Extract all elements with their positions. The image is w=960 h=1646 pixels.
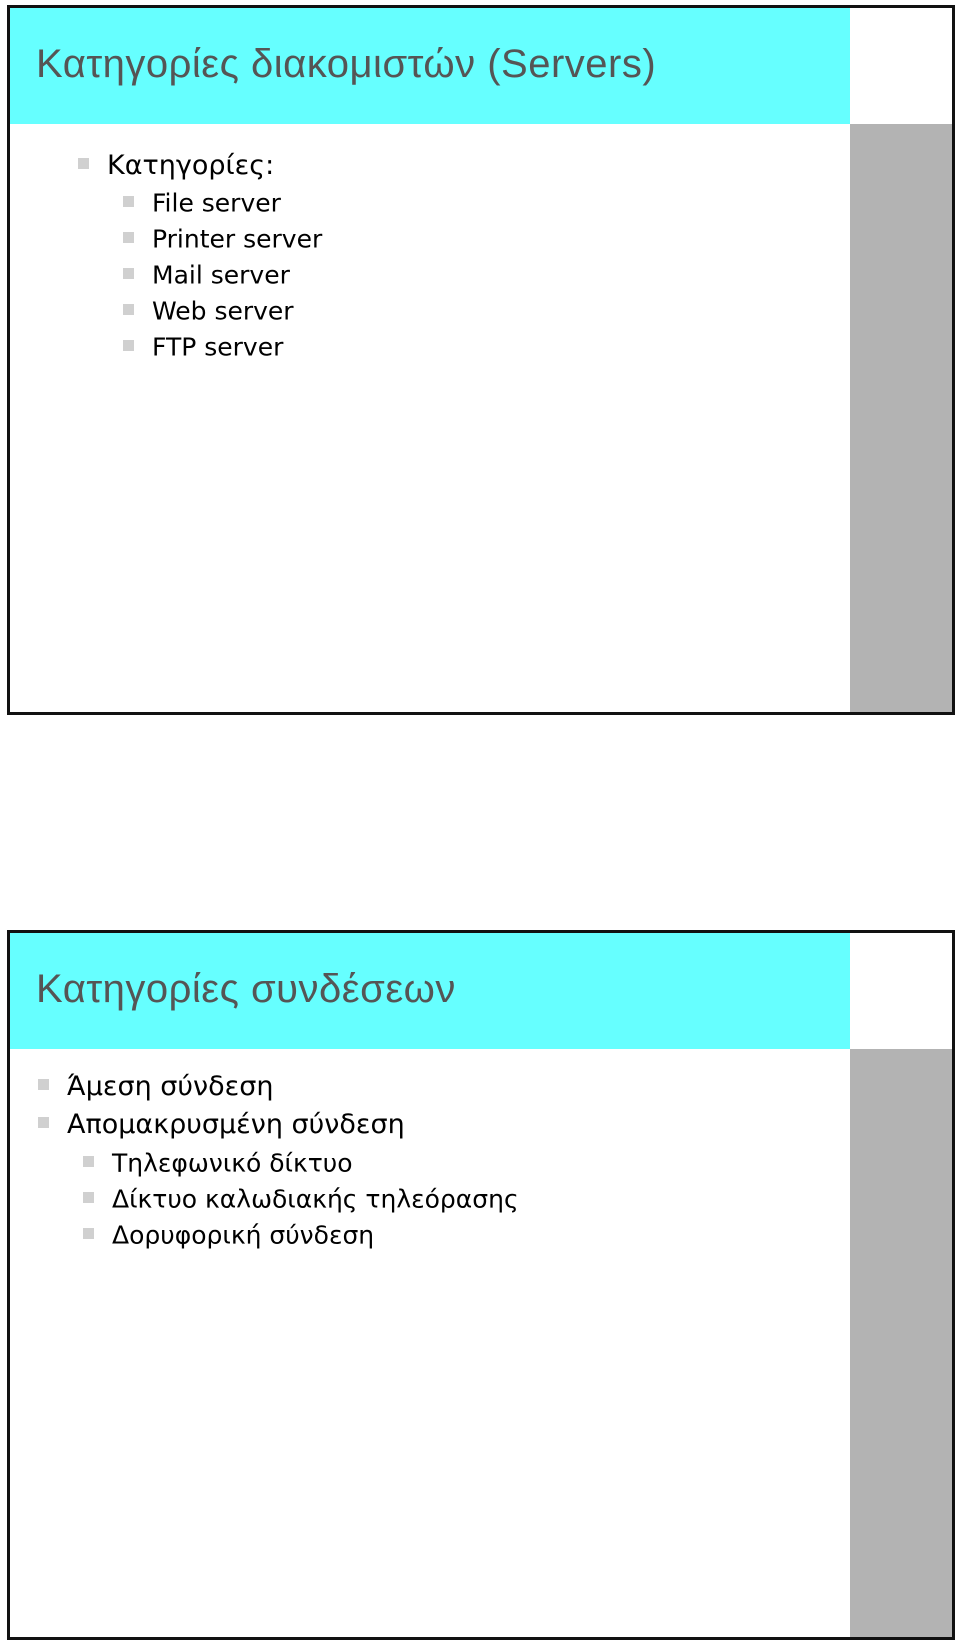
slide-connections (7, 930, 955, 1640)
list-item: Δορυφορική σύνδεση (83, 1221, 374, 1248)
square-bullet-icon (83, 1156, 94, 1167)
square-bullet-icon (123, 232, 134, 243)
slide-title: Κατηγορίες συνδέσεων (36, 967, 456, 1011)
list-item: FTP server (123, 333, 283, 360)
list-item: Printer server (123, 225, 322, 252)
list-item: File server (123, 189, 281, 216)
square-bullet-icon (123, 304, 134, 315)
side-bar (850, 1049, 955, 1637)
square-bullet-icon (83, 1228, 94, 1239)
square-bullet-icon (78, 158, 89, 169)
list-item: Mail server (123, 261, 290, 288)
slide-title: Κατηγορίες διακομιστών (Servers) (36, 42, 657, 86)
list-item: Απομακρυσμένη σύνδεση (38, 1110, 405, 1138)
square-bullet-icon (38, 1117, 49, 1128)
list-item: Κατηγορίες: (78, 151, 274, 179)
slide-servers (7, 5, 955, 715)
square-bullet-icon (83, 1192, 94, 1203)
title-bar (10, 933, 850, 1049)
list-item: Άμεση σύνδεση (38, 1072, 273, 1100)
square-bullet-icon (123, 268, 134, 279)
list-item: Τηλεφωνικό δίκτυο (83, 1149, 353, 1176)
square-bullet-icon (38, 1079, 49, 1090)
side-bar (850, 124, 955, 712)
square-bullet-icon (123, 196, 134, 207)
title-bar (10, 8, 850, 124)
list-item: Δίκτυο καλωδιακής τηλεόρασης (83, 1185, 519, 1212)
list-item: Web server (123, 297, 294, 324)
square-bullet-icon (123, 340, 134, 351)
